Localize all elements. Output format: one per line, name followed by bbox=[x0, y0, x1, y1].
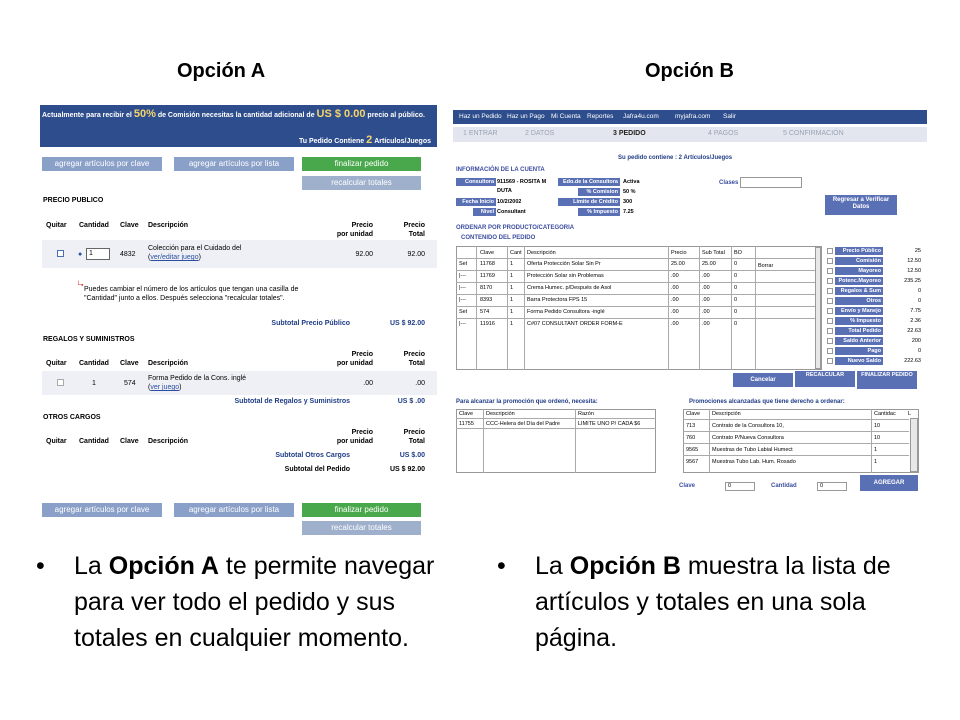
promo-cell: Contrato P/Nueva Consultora bbox=[712, 435, 784, 441]
checkout-steps bbox=[453, 127, 927, 142]
nav-item[interactable]: Jafra4u.com bbox=[623, 113, 659, 120]
step-current: 3 PEDIDO bbox=[613, 130, 646, 137]
order-cell: Oferta Protección Solar Sin Pr bbox=[527, 261, 601, 267]
order-cell: |--- bbox=[459, 297, 466, 303]
totals-checkbox[interactable] bbox=[827, 258, 833, 264]
total-value: 12.50 bbox=[907, 258, 921, 264]
totals-checkbox[interactable] bbox=[827, 318, 833, 324]
order-cell: 8170 bbox=[480, 285, 493, 291]
order-cell: 1 bbox=[510, 309, 514, 315]
order-cell: 11769 bbox=[480, 273, 495, 279]
total-label: % Impuesto bbox=[835, 317, 883, 325]
nav-item[interactable]: myjafra.com bbox=[675, 113, 711, 120]
total-label: Precio Público bbox=[835, 247, 883, 255]
row-separator bbox=[456, 294, 816, 295]
nav-item[interactable]: Haz un Pedido bbox=[459, 113, 502, 120]
order-cell: |--- bbox=[459, 273, 466, 279]
screenshot-option-b: Haz un Pedido Haz un Pago Mi Cuenta Reportes Jafra4u.com myjafra.com Salir 1 ENTRAR 2 DATOS 3 PEDIDO 4 PAGOS 5 CONFIRMACIÓN Su pedido contiene : 2 Artículos/Juegos INFORMACIÓN DE LA CUENTA Consultora 911569 - ROSITA M DUTA Edo.de la Consultora Activa % Comision 50 % Fecha Inicio 10/2/2002 Limite de Crédito 300 Nivel Consultant % Impuesto 7.25 Clases Regresar a Verificar Datos ORDENAR POR PRODUCTO/CATEGORIA CONTENIDO DEL PEDIDO Clave Cant Descripción Precio Sub Total BO Set 11768 1 Oferta Protección Solar Sin Pr 25.00 25.00 0 |--- 11769 1 Protección Solar sin Problemas .00 .00 0 |--- 8170 1 Crema Humec. p/Después de Asol .00 .00 0 |--- 8393 1 Barra Protectora FPS 15 .00 .00 0 Set 574 1 Forma Pedido Consultora -inglé .00 .00 0 |--- 11916 1 C#07 CONSULTANT ORDER FORM-E .00 .00 0 Borrar Precio Público 25 Comisión 12.50 Mayoreo 12.50 Potenc.Mayoreo 235.25 Regalos & Sum 0 Otros 0 Envío y Manejo 7.75 % Impuesto 2.36 Total Pedido 22.63 Saldo Anterior 200 Pago 0 Nuevo Saldo 222.63 Cancelar RECALCULAR FINALIZAR PEDIDO Para alcanzar la promoción que ordenó, necesita: Clave Descripción Razón 11755 CCC-Helera del Día del Padre LIMITE UNO P/ CADA $6 Promociones alcanzadas que tiene derecho a ordenar: Clave Descripción Cantidac L 713 Contrato de la Consultora 10, 10 760 Contrato P/Nueva Consultora 10 9565 Muestras de Tubo Labial Humect 1 9567 Muestras Tubo Lab. Hum. Rosado 1 Clave 0 Cantidad 0 AGREGAR bbox=[453, 110, 927, 494]
order-cell: .00 bbox=[702, 273, 710, 279]
top-nav bbox=[453, 110, 927, 124]
title-option-b: Opción B bbox=[645, 60, 734, 82]
order-cell: 11768 bbox=[480, 261, 495, 267]
order-cell: 1 bbox=[510, 285, 514, 291]
promo-cell: 9565 bbox=[686, 447, 699, 453]
order-cell: |--- bbox=[459, 285, 466, 291]
add-by-code-button-bottom[interactable]: agregar artículos por clave bbox=[42, 503, 162, 517]
section-gifts: REGALOS Y SUMINISTROS bbox=[43, 336, 135, 343]
order-cell: 0 bbox=[734, 297, 738, 303]
step: 5 CONFIRMACIÓN bbox=[783, 130, 844, 137]
remove-checkbox-disabled bbox=[57, 379, 64, 386]
view-set-link[interactable]: ver juego bbox=[150, 384, 180, 391]
add-button[interactable]: AGREGAR bbox=[860, 475, 918, 491]
total-label: Mayoreo bbox=[835, 267, 883, 275]
promo-need-header: Para alcanzar la promoción que ordenó, necesita: bbox=[456, 399, 598, 405]
add-by-list-button-bottom[interactable]: agregar artículos por lista bbox=[174, 503, 294, 517]
total-value: 22.63 bbox=[907, 328, 921, 334]
total-label: Pago bbox=[835, 347, 883, 355]
nav-item[interactable]: Haz un Pago bbox=[507, 113, 545, 120]
promo-cell: 1 bbox=[874, 459, 878, 465]
order-cell: .00 bbox=[671, 321, 679, 327]
finalize-b-button[interactable]: FINALIZAR PEDIDO bbox=[857, 371, 917, 389]
order-cell: .00 bbox=[702, 297, 710, 303]
total-label: Potenc.Mayoreo bbox=[835, 277, 883, 285]
remove-checkbox[interactable] bbox=[57, 250, 64, 257]
order-cell: Barra Protectora FPS 15 bbox=[527, 297, 588, 303]
order-cell: Set bbox=[459, 261, 468, 267]
screenshot-option-a: Actualmente para recibir el 50% de Comisión necesitas la cantidad adicional de US $ 0.00 precio al público. Tu Pedido Contiene 2 Artículos/Juegos agregar artículos por clave agregar artículos por lista finalizar pedido recalcular totales PRECIO PUBLICO Quitar Cantidad Clave Descripción Precio por unidad Precio Total ● 1 4832 Colección para el Cuidado del (ver/editar juego) 92.00 92.00 └▪ Puedes cambiar el número de los artículos que tengan una casilla de "Cantidad" junto a ellos. Después selecciona "recalcular totales". Subtotal Precio Público US $ 92.00 REGALOS Y SUMINISTROS Quitar Cantidad Clave Descripción Precio por unidad Precio Total 1 574 Forma Pedido de la Cons. inglé (ver juego) .00 .00 Subtotal de Regalos y Suministros US $ .00 OTROS CARGOS Quitar Cantidad Clave Descripción Precio por unidad Precio Total Subtotal Otros Cargos US $.00 Subtotal del Pedido US $ 92.00 agregar artículos por clave agregar artículos por lista finalizar pedido recalcular totales bbox=[40, 105, 438, 535]
promo-have-header: Promociones alcanzadas que tiene derecho a ordenar: bbox=[689, 399, 845, 405]
order-cell: 25.00 bbox=[702, 261, 716, 267]
qty-input[interactable]: 0 bbox=[817, 482, 847, 491]
order-cell: 0 bbox=[734, 321, 738, 327]
verify-data-button[interactable]: Regresar a Verificar Datos bbox=[825, 195, 897, 215]
promo-cell: 760 bbox=[686, 435, 696, 441]
order-contains: Su pedido contiene : 2 Artículos/Juegos bbox=[618, 155, 733, 161]
order-cell: 8393 bbox=[480, 297, 493, 303]
scrollbar[interactable] bbox=[815, 247, 821, 369]
total-label: Otros bbox=[835, 297, 883, 305]
quantity-note: Puedes cambiar el número de los artículos que tengan una casilla de "Cantidad" junto a ellos. Después selecciona "recalcular totales". bbox=[84, 286, 299, 302]
promo-row-separator bbox=[683, 431, 909, 432]
section-public-price: PRECIO PUBLICO bbox=[43, 197, 104, 204]
add-by-list-button[interactable]: agregar artículos por lista bbox=[174, 157, 294, 171]
commission-banner: Actualmente para recibir el 50% de Comisión necesitas la cantidad adicional de US $ 0.00 precio al público. Tu Pedido Contiene 2 Artículos/Juegos bbox=[40, 105, 437, 147]
order-cell: .00 bbox=[702, 321, 710, 327]
order-cell: Set bbox=[459, 309, 468, 315]
promo-cell: Muestras de Tubo Labial Humect bbox=[712, 447, 793, 453]
promo-cell: 10 bbox=[874, 435, 881, 441]
order-cell: 0 bbox=[734, 273, 738, 279]
order-cell: 0 bbox=[734, 309, 738, 315]
promo-scrollbar[interactable] bbox=[910, 418, 918, 472]
section-other-charges: OTROS CARGOS bbox=[43, 414, 101, 421]
order-cell: 1 bbox=[510, 321, 514, 327]
totals-checkbox[interactable] bbox=[827, 268, 833, 274]
total-value: 0 bbox=[917, 288, 921, 294]
order-cell: 25.00 bbox=[671, 261, 685, 267]
promo-cell: Muestras Tubo Lab. Hum. Rosado bbox=[712, 459, 796, 465]
total-value: 25 bbox=[914, 248, 921, 254]
bullet-option-a: • La Opción A te permite navegar para ver todo el pedido y sus totales en cualquier momento. bbox=[36, 552, 435, 652]
promo-row-separator bbox=[683, 443, 909, 444]
promo-cell: 1 bbox=[874, 447, 878, 453]
totals-panel bbox=[827, 247, 927, 367]
promo-cell: 10 bbox=[874, 423, 881, 429]
promo-cell: 713 bbox=[686, 423, 696, 429]
totals-checkbox[interactable] bbox=[827, 298, 833, 304]
title-option-a: Opción A bbox=[177, 60, 266, 82]
cancel-button[interactable]: Cancelar bbox=[733, 373, 793, 387]
order-cell: .00 bbox=[671, 297, 679, 303]
order-cell: Crema Humec. p/Después de Asol bbox=[527, 285, 612, 291]
row-separator bbox=[456, 306, 816, 307]
order-content-header: CONTENIDO DEL PEDIDO bbox=[461, 235, 536, 241]
promo-row-separator bbox=[683, 455, 909, 456]
order-cell: 574 bbox=[480, 309, 490, 315]
total-label: Regalos & Sum bbox=[835, 287, 883, 295]
order-cell: Forma Pedido Consultora -inglé bbox=[527, 309, 605, 315]
bullet-option-b: • La Opción B muestra la lista de artículos y totales en una sola página. bbox=[497, 552, 891, 652]
order-cell: .00 bbox=[671, 309, 679, 315]
totals-checkbox[interactable] bbox=[827, 358, 833, 364]
order-cell: C#07 CONSULTANT ORDER FORM-E bbox=[527, 321, 623, 327]
total-value: 0 bbox=[917, 348, 921, 354]
recalc-button[interactable]: recalcular totales bbox=[302, 176, 421, 190]
order-cell: .00 bbox=[702, 285, 710, 291]
order-cell: .00 bbox=[671, 285, 679, 291]
recalc-b-button[interactable]: RECALCULAR bbox=[795, 371, 855, 387]
order-cell: 1 bbox=[510, 297, 514, 303]
step: 2 DATOS bbox=[525, 130, 555, 137]
promo-row-separator bbox=[683, 419, 909, 420]
order-cell: 1 bbox=[510, 261, 514, 267]
totals-checkbox[interactable] bbox=[827, 288, 833, 294]
nav-item[interactable]: Reportes bbox=[587, 113, 614, 120]
note-icon: └▪ bbox=[76, 282, 84, 289]
order-by-category[interactable]: ORDENAR POR PRODUCTO/CATEGORIA bbox=[456, 225, 575, 231]
nav-item[interactable]: Salir bbox=[723, 113, 737, 120]
total-label: Envío y Manejo bbox=[835, 307, 883, 315]
recalc-button-bottom[interactable]: recalcular totales bbox=[302, 521, 421, 535]
row-separator bbox=[456, 318, 816, 319]
total-value: 12.50 bbox=[907, 268, 921, 274]
step: 4 PAGOS bbox=[708, 130, 739, 137]
total-value: 0 bbox=[917, 298, 921, 304]
total-label: Nuevo Saldo bbox=[835, 357, 883, 365]
total-label: Saldo Anterior bbox=[835, 337, 883, 345]
classes-input[interactable] bbox=[740, 177, 802, 188]
delete-link[interactable]: Borrar bbox=[758, 263, 774, 269]
totals-checkbox[interactable] bbox=[827, 278, 833, 284]
totals-checkbox[interactable] bbox=[827, 308, 833, 314]
order-cell: 0 bbox=[734, 285, 738, 291]
account-info-header: INFORMACIÓN DE LA CUENTA bbox=[456, 167, 545, 173]
order-cell: Protección Solar sin Problemas bbox=[527, 273, 604, 279]
total-value: 7.75 bbox=[910, 308, 921, 314]
promo-cell: Contrato de la Consultora 10, bbox=[712, 423, 784, 429]
order-cell: 1 bbox=[510, 273, 514, 279]
totals-checkbox[interactable] bbox=[827, 328, 833, 334]
total-value: 222.63 bbox=[904, 358, 921, 364]
order-cell: .00 bbox=[671, 273, 679, 279]
total-value: 235.25 bbox=[904, 278, 921, 284]
row-separator bbox=[456, 270, 816, 271]
order-cell: |--- bbox=[459, 321, 466, 327]
cart-count: Tu Pedido Contiene 2 Artículos/Juegos bbox=[298, 134, 431, 146]
order-cell: 0 bbox=[734, 261, 738, 267]
total-value: 200 bbox=[911, 338, 921, 344]
add-by-code-button[interactable]: agregar artículos por clave bbox=[42, 157, 162, 171]
nav-item[interactable]: Mi Cuenta bbox=[551, 113, 581, 120]
code-input[interactable]: 0 bbox=[725, 482, 755, 491]
finalize-button[interactable]: finalizar pedido bbox=[302, 157, 421, 171]
row-separator bbox=[456, 282, 816, 283]
step: 1 ENTRAR bbox=[463, 130, 498, 137]
totals-checkbox[interactable] bbox=[827, 338, 833, 344]
row-separator bbox=[456, 258, 816, 259]
finalize-button-bottom[interactable]: finalizar pedido bbox=[302, 503, 421, 517]
promo-cell: 9567 bbox=[686, 459, 699, 465]
totals-checkbox[interactable] bbox=[827, 348, 833, 354]
order-cell: 11916 bbox=[480, 321, 495, 327]
edit-set-link[interactable]: ver/editar juego bbox=[150, 254, 199, 261]
order-cell: .00 bbox=[702, 309, 710, 315]
total-label: Comisión bbox=[835, 257, 883, 265]
quantity-input[interactable]: 1 bbox=[86, 248, 110, 260]
total-label: Total Pedido bbox=[835, 327, 883, 335]
totals-checkbox[interactable] bbox=[827, 248, 833, 254]
total-value: 2.36 bbox=[910, 318, 921, 324]
